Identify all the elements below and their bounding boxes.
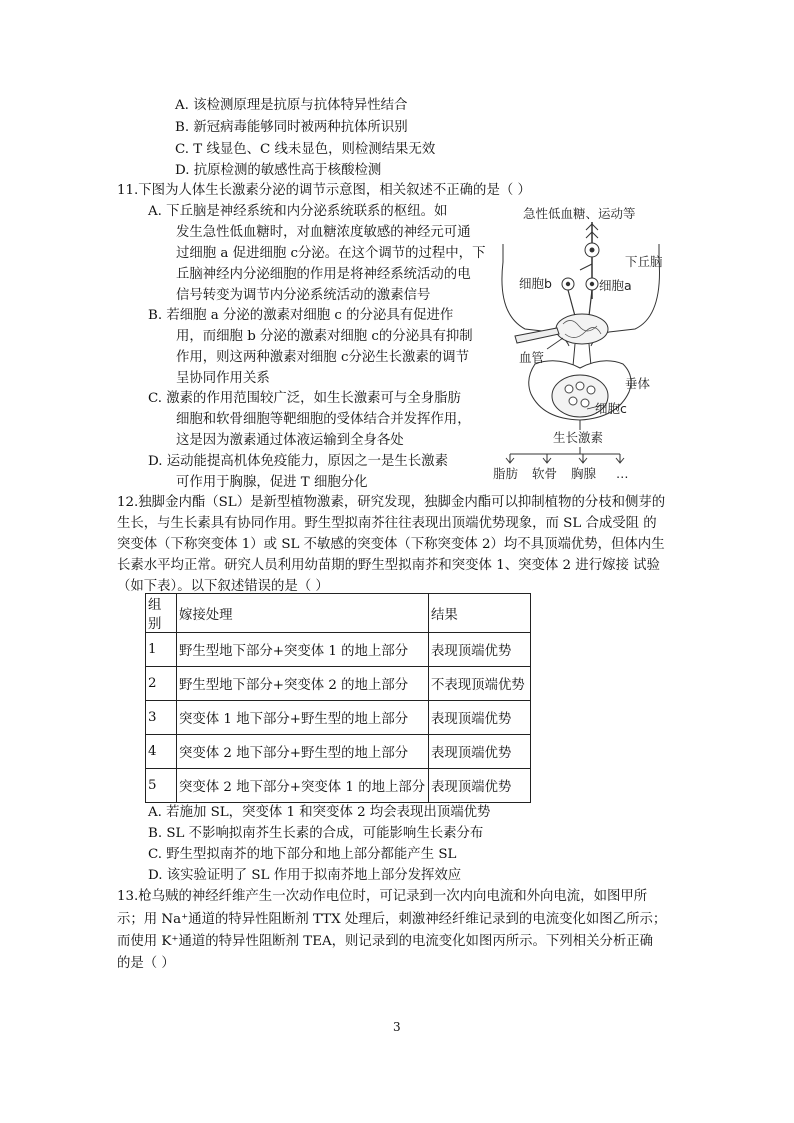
table-cell-result: 表现顶端优势	[429, 735, 531, 769]
q11-option-b-line4: 呈协同作用关系	[176, 371, 270, 386]
q11-option-b-line3: 作用，则这两种激素对细胞 c分泌生长激素的调节	[176, 350, 469, 365]
table-cell-group: 3	[146, 701, 177, 735]
q11-option-a-line4: 丘脑神经内分泌细胞的作用是将神经系统活动的电	[176, 267, 471, 282]
diagram-pituitary-label: 垂体	[625, 376, 651, 391]
q12-stem-line2: 生长，与生长素具有协同作用。野生型拟南芥往往表现出顶端优势现象，而 SL 合成受阻 的	[117, 516, 657, 531]
table-header-treatment: 嫁接处理	[177, 594, 429, 633]
diagram-hormone-label: 生长激素	[553, 430, 604, 445]
q12-stem-line3: 突变体（下称突变体 1）或 SL 不敏感的突变体（下称突变体 2）均不具顶端优势，但体内生	[117, 537, 665, 552]
table-row	[146, 735, 531, 769]
q11-option-c-line2: 细胞和软骨细胞等靶细胞的受体结合并发挥作用，	[176, 412, 471, 427]
q10-option-d: D. 抗原检测的敏感性高于核酸检测	[175, 163, 382, 178]
diagram-cell-c-label: 细胞c	[595, 401, 627, 416]
growth-hormone-regulation-diagram	[485, 204, 675, 486]
q11-option-a-line3: 过细胞 a 促进细胞 c分泌。在这个调节的过程中，下	[176, 246, 486, 261]
table-cell-group: 1	[146, 633, 177, 667]
q12-option-d: D. 该实验证明了 SL 作用于拟南芥地上部分发挥效应	[148, 868, 462, 883]
grafting-table	[145, 593, 531, 803]
q12-stem-line4: 长素水平均正常。研究人员利用幼苗期的野生型拟南芥和突变体 1、突变体 2 进行嫁接 试验	[117, 558, 660, 573]
q11-option-d-line2: 可作用于胸腺，促进 T 细胞分化	[176, 475, 368, 490]
table-cell-result: 表现顶端优势	[429, 769, 531, 803]
diagram-target-thymus: 胸腺	[571, 466, 597, 481]
diagram-vessel-label: 血管	[519, 350, 545, 365]
diagram-target-more: …	[616, 466, 629, 481]
q11-option-b-line1: B. 若细胞 a 分泌的激素对细胞 c 的分泌具有促进作	[148, 308, 454, 323]
q11-option-a-line5: 信号转变为调节内分泌系统活动的激素信号	[176, 288, 431, 303]
table-header-group: 组别	[146, 594, 177, 633]
q11-option-b-line2: 用，而细胞 b 分泌的激素对细胞 c的分泌具有抑制	[176, 329, 473, 344]
table-cell-result: 表现顶端优势	[429, 701, 531, 735]
q11-stem: 11.下图为人体生长激素分泌的调节示意图，相关叙述不正确的是（ ）	[117, 183, 531, 198]
table-cell-treatment: 野生型地下部分+突变体 2 的地上部分	[177, 667, 429, 701]
q12-option-a: A. 若施加 SL，突变体 1 和突变体 2 均会表现出顶端优势	[148, 805, 491, 820]
table-cell-treatment: 突变体 2 地下部分+突变体 1 的地上部分	[177, 769, 429, 803]
table-row	[146, 667, 531, 701]
q12-stem-line1: 12.独脚金内酯（SL）是新型植物激素，研究发现，独脚金内酯可以抑制植物的分枝和侧芽的	[117, 495, 666, 510]
page-number: 3	[393, 1020, 401, 1034]
diagram-cell-b-label: 细胞b	[519, 276, 552, 291]
table-cell-treatment: 野生型地下部分+突变体 1 的地上部分	[177, 633, 429, 667]
q11-option-a-line2: 发生急性低血糖时，对血糖浓度敏感的神经元可通	[176, 225, 471, 240]
table-cell-treatment: 突变体 2 地下部分+野生型的地上部分	[177, 735, 429, 769]
q12-option-c: C. 野生型拟南芥的地下部分和地上部分都能产生 SL	[148, 847, 457, 862]
q11-option-c-line1: C. 激素的作用范围较广泛，如生长激素可与全身脂肪	[148, 391, 461, 406]
q11-option-d-line1: D. 运动能提高机体免疫能力，原因之一是生长激素	[148, 454, 448, 469]
q13-stem-line2: 示；用 Na⁺通道的特异性阻断剂 TTX 处理后，刺激神经纤维记录到的电流变化如图乙所示；	[117, 912, 667, 927]
table-row	[146, 769, 531, 803]
table-row	[146, 701, 531, 735]
q12-stem-line5: （如下表）。以下叙述错误的是（ ）	[117, 579, 329, 594]
q10-option-c: C. T 线显色、C 线未显色，则检测结果无效	[175, 142, 436, 157]
q11-option-a-line1: A. 下丘脑是神经系统和内分泌系统联系的枢纽。如	[148, 204, 448, 219]
diagram-target-fat: 脂肪	[493, 466, 519, 481]
q10-option-a: A. 该检测原理是抗原与抗体特异性结合	[175, 98, 408, 113]
table-cell-result: 表现顶端优势	[429, 633, 531, 667]
table-cell-group: 5	[146, 769, 177, 803]
diagram-cell-a-label: 细胞a	[599, 278, 632, 293]
q10-option-b: B. 新冠病毒能够同时被两种抗体所识别	[175, 120, 408, 135]
table-cell-group: 4	[146, 735, 177, 769]
diagram-target-cartilage: 软骨	[532, 466, 558, 481]
table-row	[146, 633, 531, 667]
table-header-result: 结果	[429, 594, 531, 633]
diagram-hypothalamus-label: 下丘脑	[625, 254, 663, 269]
q11-option-c-line3: 这是因为激素通过体液运输到全身各处	[176, 433, 404, 448]
q13-stem-line3: 而使用 K⁺通道的特异性阻断剂 TEA，则记录到的电流变化如图丙所示。下列相关分析正确	[117, 934, 654, 949]
q13-stem-line4: 的是（ ）	[117, 956, 175, 971]
q13-stem-line1: 13.枪乌贼的神经纤维产生一次动作电位时，可记录到一次内向电流和外向电流，如图甲所	[117, 889, 648, 904]
table-cell-group: 2	[146, 667, 177, 701]
table-cell-result: 不表现顶端优势	[429, 667, 531, 701]
table-header-row	[146, 594, 531, 633]
q12-option-b: B. SL 不影响拟南芥生长素的合成，可能影响生长素分布	[148, 826, 484, 841]
table-cell-treatment: 突变体 1 地下部分+野生型的地上部分	[177, 701, 429, 735]
diagram-top-label: 急性低血糖、运动等	[523, 206, 636, 221]
